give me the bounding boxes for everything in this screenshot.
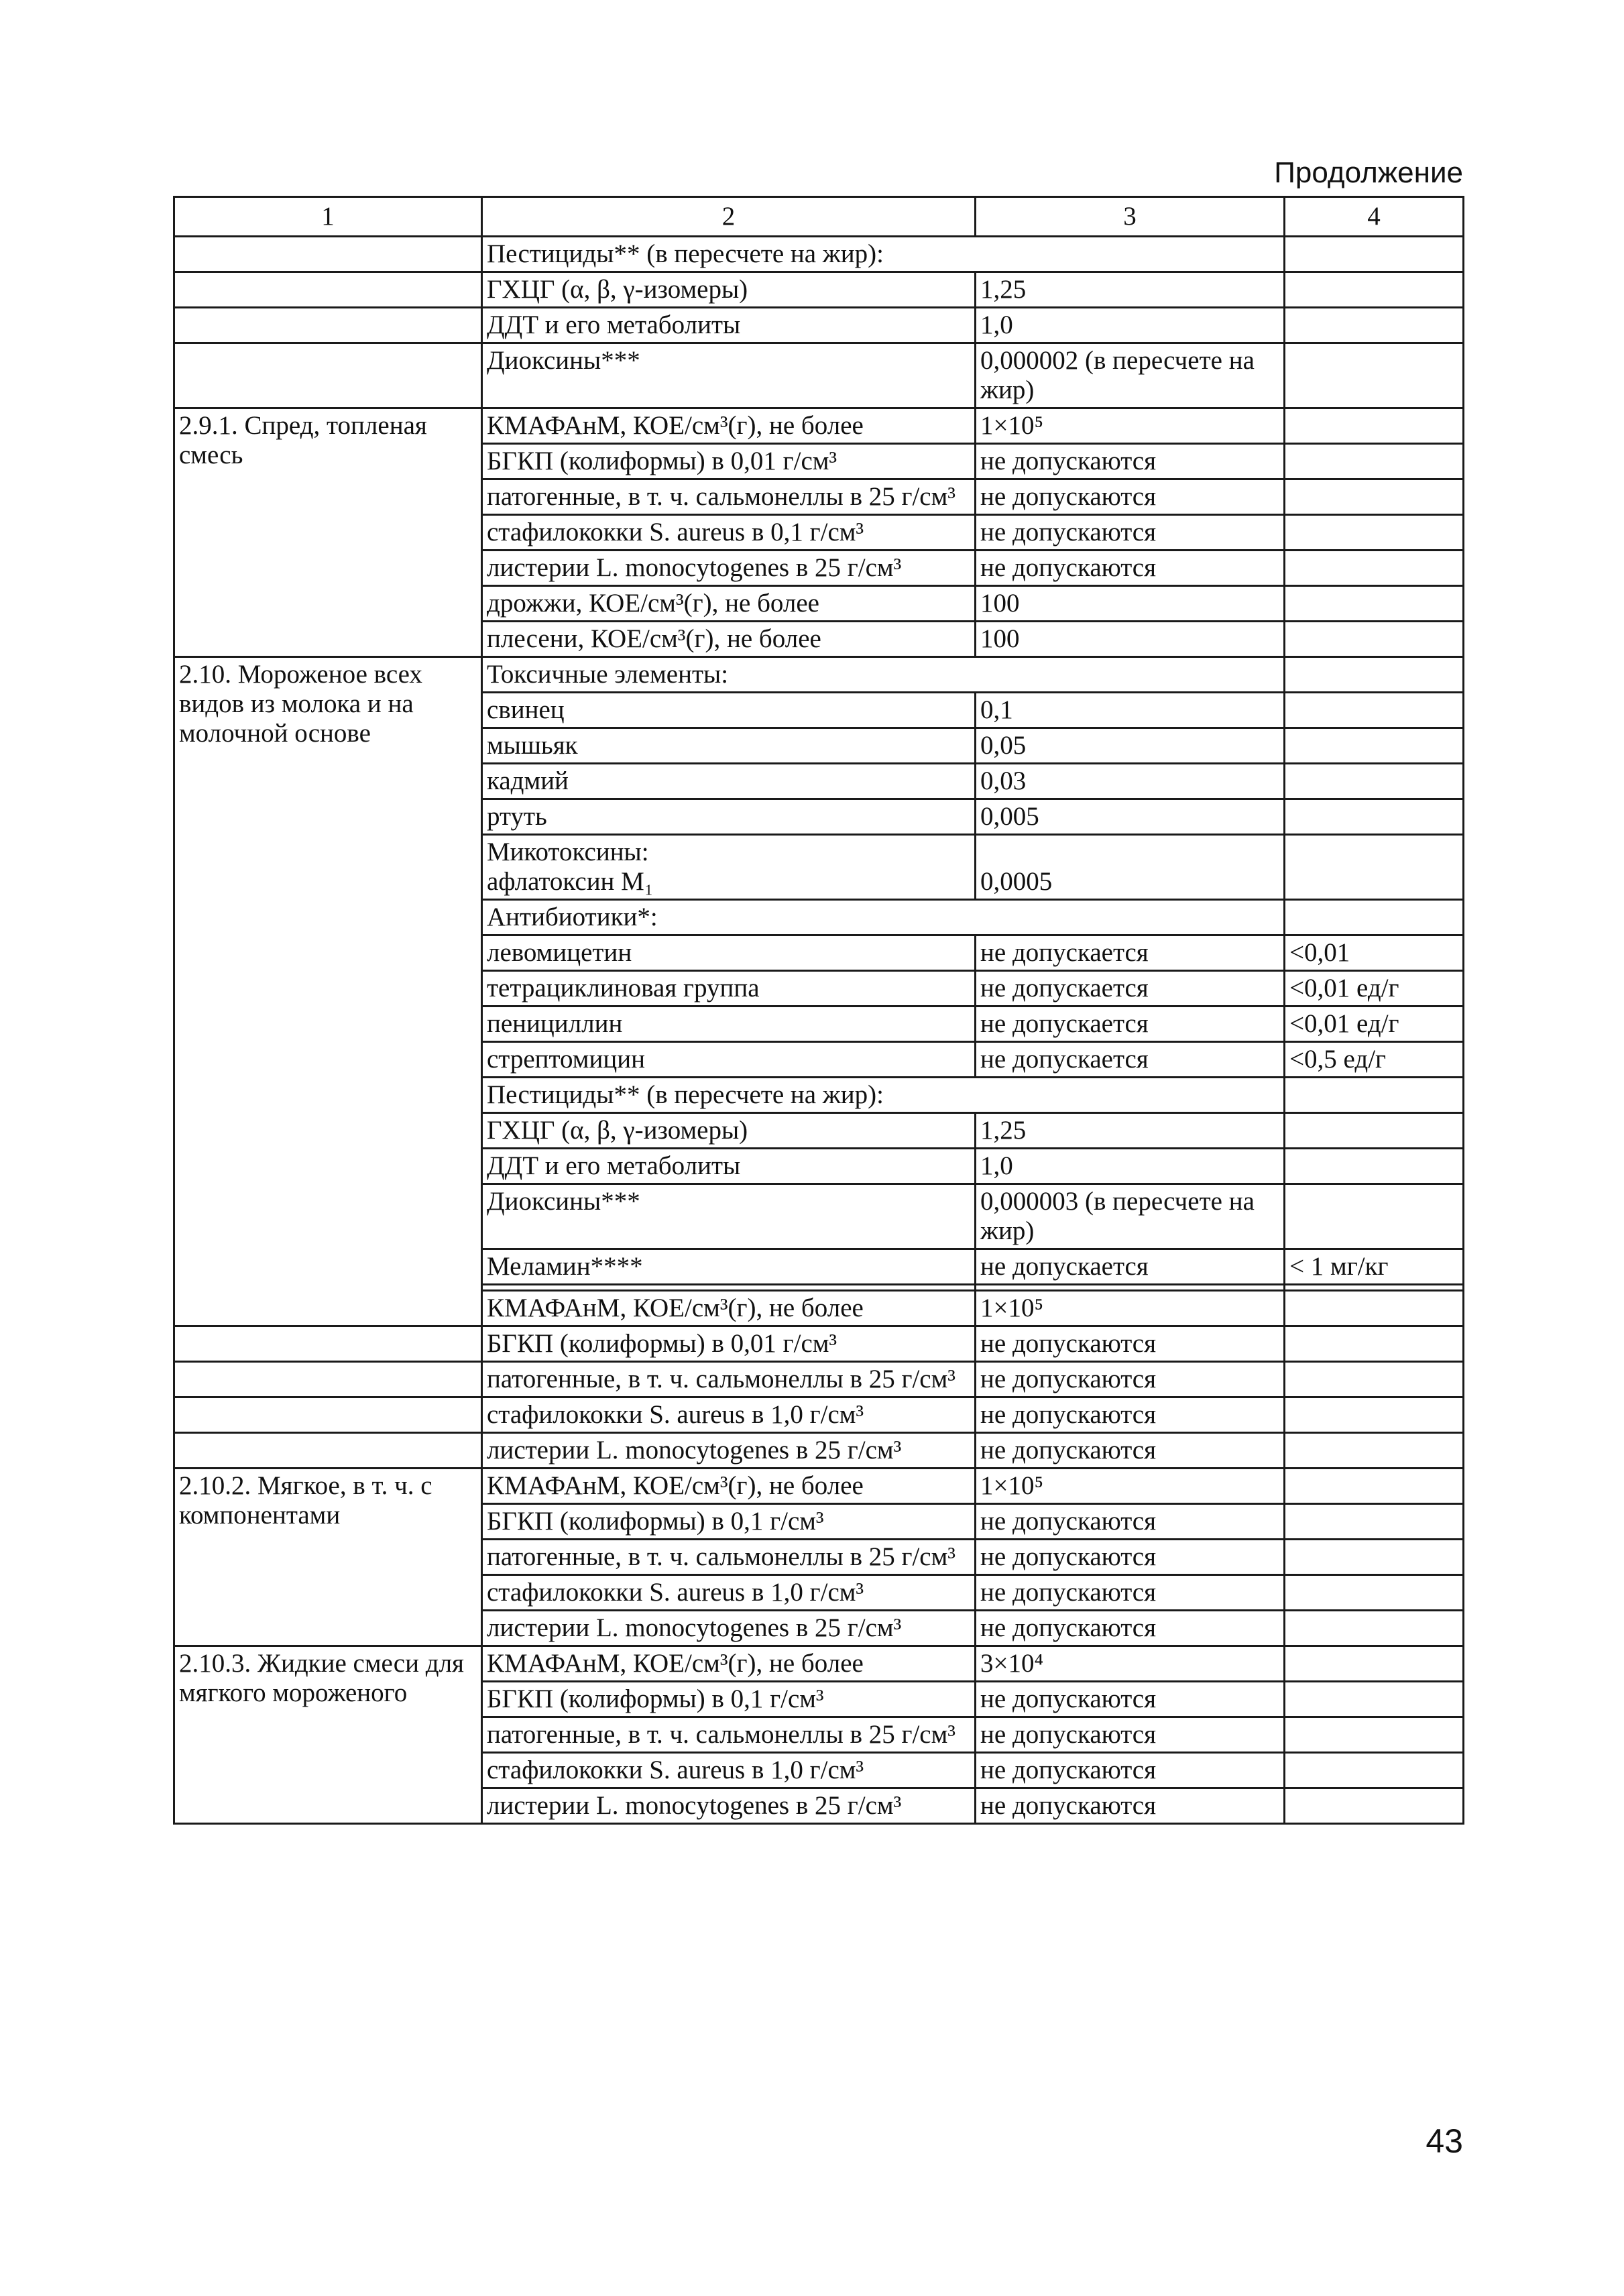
indicator-cell: Токсичные элементы: [482,657,1285,693]
table-row [174,657,1464,693]
product-cell [174,1433,482,1469]
product-cell [174,272,482,308]
note-cell [1285,308,1464,343]
indicator-cell: БГКП (колиформы) в 0,1 г/см³ [482,1504,976,1540]
norm-value-cell: не допускаются [976,1717,1285,1753]
note-cell [1285,1362,1464,1397]
norm-value-cell: не допускаются [976,1611,1285,1646]
product-cell: 2.10.3. Жидкие смеси для мягкого мороженого [174,1646,482,1824]
norms-table [173,196,1464,1825]
table-row [174,343,1464,408]
note-cell [1285,1717,1464,1753]
product-cell [174,1362,482,1397]
norm-value-cell: не допускается [976,1007,1285,1042]
note-cell [1285,343,1464,408]
product-cell [174,237,482,272]
note-cell [1285,1078,1464,1113]
note-cell [1285,1397,1464,1433]
indicator-cell: КМАФАнМ, КОЕ/см³(г), не более [482,1469,976,1504]
indicator-cell: ГХЦГ (α, β, γ-изомеры) [482,272,976,308]
product-cell [174,1326,482,1362]
page-number: 43 [1426,2122,1463,2160]
norm-value-cell: 1,0 [976,308,1285,343]
indicator-cell: стафилококки S. aureus в 1,0 г/см³ [482,1397,976,1433]
note-cell [1285,1682,1464,1717]
note-cell [1285,799,1464,835]
table-row [174,272,1464,308]
product-cell: 2.10.2. Мягкое, в т. ч. с компонентами [174,1469,482,1646]
indicator-cell: ГХЦГ (α, β, γ-изомеры) [482,1113,976,1149]
norm-value-cell: 1×10⁵ [976,1469,1285,1504]
norm-value-cell: 0,0005 [976,835,1285,900]
continuation-label: Продолжение [1274,156,1463,189]
note-cell [1285,835,1464,900]
norm-value-cell: не допускаются [976,1753,1285,1788]
norm-value-cell: не допускаются [976,1433,1285,1469]
note-cell [1285,764,1464,799]
indicator-cell: плесени, КОЕ/см³(г), не более [482,622,976,657]
norm-value-cell [976,1285,1285,1291]
table-row [174,1362,1464,1397]
norm-value-cell: не допускаются [976,1326,1285,1362]
norm-value-cell: 1×10⁵ [976,408,1285,444]
note-cell [1285,693,1464,728]
note-cell [1285,1184,1464,1249]
indicator-cell: Пестициды** (в пересчете на жир): [482,1078,1285,1113]
note-cell [1285,444,1464,479]
indicator-cell: пенициллин [482,1007,976,1042]
note-cell [1285,1149,1464,1184]
norm-value-cell: не допускаются [976,1788,1285,1824]
norm-value-cell: 1,0 [976,1149,1285,1184]
indicator-cell: листерии L. monocytogenes в 25 г/см³ [482,1788,976,1824]
norm-value-cell: 0,005 [976,799,1285,835]
table-row [174,308,1464,343]
note-cell: <0,5 ед/г [1285,1042,1464,1078]
indicator-cell: мышьяк [482,728,976,764]
norm-value-cell: не допускается [976,935,1285,971]
norm-value-cell: 100 [976,586,1285,622]
norm-value-cell: 100 [976,622,1285,657]
product-cell [174,343,482,408]
indicator-cell: патогенные, в т. ч. сальмонеллы в 25 г/см³ [482,479,976,515]
indicator-cell: ДДТ и его метаболиты [482,1149,976,1184]
note-cell [1285,408,1464,444]
note-cell [1285,551,1464,586]
norm-value-cell: 0,1 [976,693,1285,728]
column-header: 4 [1285,197,1464,237]
norm-value-cell: не допускается [976,971,1285,1007]
indicator-cell: КМАФАнМ, КОЕ/см³(г), не более [482,1646,976,1682]
indicator-cell [482,1285,976,1291]
indicator-cell: стафилококки S. aureus в 1,0 г/см³ [482,1753,976,1788]
note-cell [1285,900,1464,935]
indicator-cell: листерии L. monocytogenes в 25 г/см³ [482,551,976,586]
indicator-cell: КМАФАнМ, КОЕ/см³(г), не более [482,408,976,444]
product-cell: 2.9.1. Спред, топленая смесь [174,408,482,657]
note-cell [1285,1469,1464,1504]
product-cell [174,1397,482,1433]
norm-value-cell: не допускается [976,1249,1285,1285]
indicator-cell: Антибиотики*: [482,900,1285,935]
note-cell: <0,01 ед/г [1285,1007,1464,1042]
table-row [174,408,1464,444]
indicator-cell: стафилококки S. aureus в 0,1 г/см³ [482,515,976,551]
note-cell [1285,1611,1464,1646]
norm-value-cell: не допускаются [976,1362,1285,1397]
indicator-cell: патогенные, в т. ч. сальмонеллы в 25 г/см³ [482,1362,976,1397]
table-row [174,1469,1464,1504]
indicator-cell: листерии L. monocytogenes в 25 г/см³ [482,1611,976,1646]
norm-value-cell: не допускаются [976,1575,1285,1611]
indicator-cell: ртуть [482,799,976,835]
indicator-cell: КМАФАнМ, КОЕ/см³(г), не более [482,1291,976,1326]
note-cell [1285,622,1464,657]
note-cell [1285,728,1464,764]
norm-value-cell: 1×10⁵ [976,1291,1285,1326]
indicator-cell: свинец [482,693,976,728]
indicator-cell: кадмий [482,764,976,799]
indicator-cell: стафилококки S. aureus в 1,0 г/см³ [482,1575,976,1611]
norm-value-cell: 1,25 [976,1113,1285,1149]
norm-value-cell: 0,000003 (в пересчете на жир) [976,1184,1285,1249]
note-cell: <0,01 [1285,935,1464,971]
column-header: 2 [482,197,976,237]
note-cell [1285,1433,1464,1469]
table-row [174,1326,1464,1362]
note-cell: < 1 мг/кг [1285,1249,1464,1285]
note-cell [1285,1753,1464,1788]
indicator-cell: листерии L. monocytogenes в 25 г/см³ [482,1433,976,1469]
note-cell [1285,586,1464,622]
note-cell [1285,1788,1464,1824]
note-cell [1285,1540,1464,1575]
note-cell [1285,1646,1464,1682]
note-cell [1285,1113,1464,1149]
product-cell: 2.10. Мороженое всех видов из молока и на молочной основе [174,657,482,1326]
indicator-cell: Диоксины*** [482,1184,976,1249]
norm-value-cell: не допускаются [976,515,1285,551]
norms-table-body [174,197,1464,1824]
indicator-cell: патогенные, в т. ч. сальмонеллы в 25 г/см³ [482,1540,976,1575]
norm-value-cell: не допускаются [976,1397,1285,1433]
indicator-cell: стрептомицин [482,1042,976,1078]
indicator-cell: Пестициды** (в пересчете на жир): [482,237,1285,272]
norm-value-cell: не допускается [976,1042,1285,1078]
norm-value-cell: не допускаются [976,1682,1285,1717]
indicator-cell: Микотоксины: афлатоксин M₁ [482,835,976,900]
norm-value-cell: не допускаются [976,1504,1285,1540]
indicator-cell: БГКП (колиформы) в 0,1 г/см³ [482,1682,976,1717]
product-cell [174,308,482,343]
norm-value-cell: 1,25 [976,272,1285,308]
note-cell [1285,1291,1464,1326]
table-row [174,237,1464,272]
indicator-cell: Диоксины*** [482,343,976,408]
note-cell [1285,1326,1464,1362]
norm-value-cell: 0,000002 (в пересчете на жир) [976,343,1285,408]
note-cell [1285,657,1464,693]
table-row [174,1397,1464,1433]
note-cell [1285,479,1464,515]
table-row [174,1433,1464,1469]
table-row [174,1646,1464,1682]
indicator-cell: БГКП (колиформы) в 0,01 г/см³ [482,1326,976,1362]
column-header-row [174,197,1464,237]
indicator-cell: левомицетин [482,935,976,971]
norm-value-cell: 0,05 [976,728,1285,764]
indicator-cell: ДДТ и его метаболиты [482,308,976,343]
norm-value-cell: 0,03 [976,764,1285,799]
note-cell [1285,1575,1464,1611]
column-header: 1 [174,197,482,237]
note-cell [1285,272,1464,308]
note-cell [1285,1504,1464,1540]
note-cell [1285,515,1464,551]
norm-value-cell: 3×10⁴ [976,1646,1285,1682]
norm-value-cell: не допускаются [976,1540,1285,1575]
indicator-cell: патогенные, в т. ч. сальмонеллы в 25 г/см³ [482,1717,976,1753]
column-header: 3 [976,197,1285,237]
norm-value-cell: не допускаются [976,479,1285,515]
indicator-cell: тетрациклиновая группа [482,971,976,1007]
norm-value-cell: не допускаются [976,551,1285,586]
indicator-cell: дрожжи, КОЕ/см³(г), не более [482,586,976,622]
norm-value-cell: не допускаются [976,444,1285,479]
note-cell [1285,237,1464,272]
indicator-cell: Меламин**** [482,1249,976,1285]
note-cell [1285,1285,1464,1291]
indicator-cell: БГКП (колиформы) в 0,01 г/см³ [482,444,976,479]
note-cell: <0,01 ед/г [1285,971,1464,1007]
